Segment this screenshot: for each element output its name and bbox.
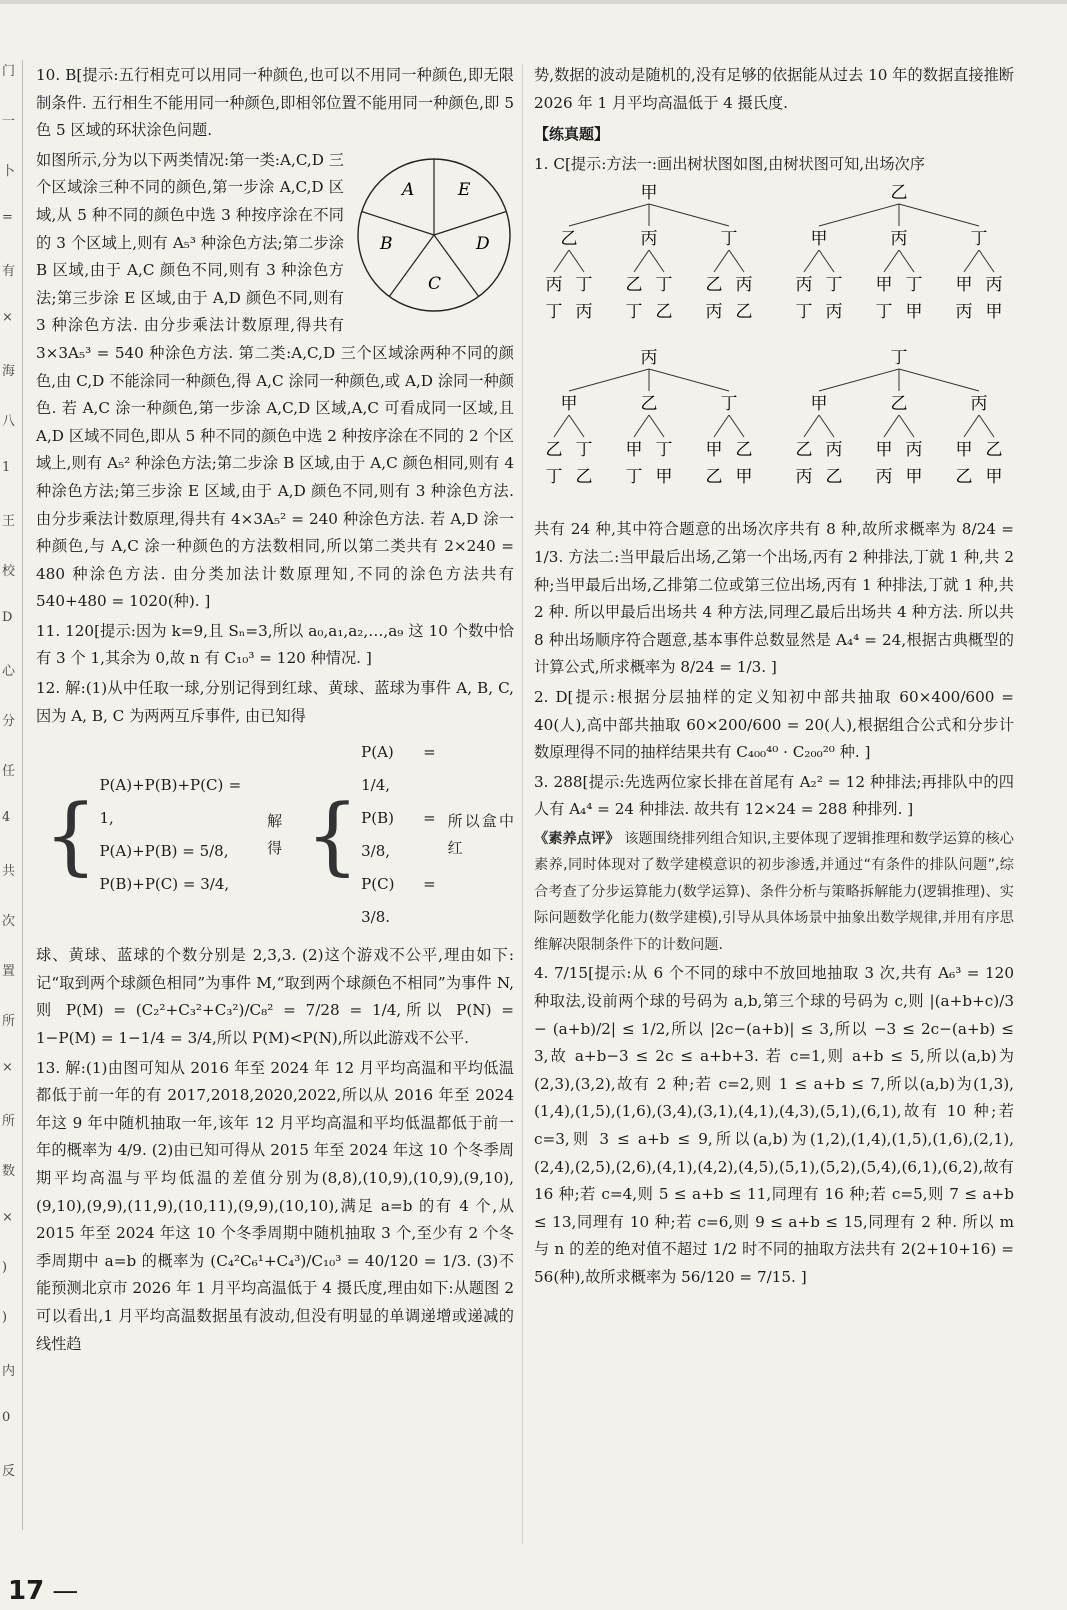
gutter-char: ) (2, 1260, 8, 1275)
left-column (36, 62, 514, 1360)
tree-level4: 乙 (655, 302, 673, 323)
tree-edge (649, 204, 729, 226)
tree-level4: 甲 (735, 467, 753, 488)
q10-intro: 10. B[提示:五行相克可以用同一种颜色,也可以不用同一种颜色,即无限制条件. 五行相生不能用同一种颜色,即相邻位置不能用同一种颜色,即 5 色 5 区域的环状涂色问题. (36, 66, 514, 140)
tree-level2: 丁 (970, 229, 988, 250)
left-gutter-cropped-text (0, 60, 23, 1530)
q1-solution: 共有 24 种,其中符合题意的出场次序共有 8 种,故所求概率为 8/24 = 1/3. 方法二:当甲最后出场,乙第一个出场,丙有 2 种排法,丁就 1 种,共 2 种;当甲最后出场,乙排第二位或第三位出场,丙有 1 种排法,丁就 1 种,共 2 种. 所以甲最后出场共 4 种方法,同理乙最后出场共 4 种方法. 所以共 8 种出场顺序符合题意,基本事件总数显然是 A₄⁴ = 24,根据古典概型的计算公式,所求概率为 8/24 = 1/3. ] (534, 520, 1014, 677)
tree-level4: 乙 (955, 467, 973, 488)
column-divider (522, 64, 523, 1544)
tree-root: 丁 (890, 348, 908, 369)
tree-level3: 丙 (905, 440, 923, 461)
q10-solution: 如图所示,分为以下两类情况:第一类:A,C,D 三个区域涂三种不同的颜色,第一步涂 A,C,D 区域,从 5 种不同的颜色中选 3 种按序涂在不同的 3 个区域上,则有 A₅³ 种涂色方法;第二步涂 B 区域,由于 A,C 颜色不同,则有 3 种涂色方法;第三步涂 E 区域,由于 A,D 颜色不同,则有 3 种涂色方法. 由分步乘法计数原理,得共有 3×3A₅³ = 540 种涂色方法. 第二类:A,C,D 三个区域涂两种不同的颜色,由 C,D 不能涂同一种颜色,得 A,C 涂同一种颜色,或 A,D 涂同一种颜色. 若 A,C 涂一种颜色,第一步涂 A,C,D 区域,A,C 可看成同一区域,且 A,D 区域不同色,即从 5 种不同的颜色中选 2 种按序涂在不同的 2 个区域上,则有 A₅² 种涂色方法;第二步涂 B 区域,由于 A,C 颜色相同,则有 4 种涂色方法;第三步涂 E 区域,由于 A,D 颜色不同,则有 3 种涂色方法. 由分步乘法计数原理,得共有 4×3A₅² = 240 种涂色方法. 若 A,D 涂一种颜色,与 A,C 涂一种颜色的方法数相同,所以第二类共有 2×240 = 480 种涂色方法. 由分类加法计数原理知,不同的涂色方法共有 540+480 = 1020(种). ] (36, 150, 514, 611)
tree-level2: 丁 (720, 394, 738, 415)
tree-level3: 丙 (985, 275, 1003, 296)
gutter-char: × (2, 1210, 13, 1225)
tree-level3: 丁 (575, 440, 593, 461)
gutter-char: D (2, 610, 13, 625)
tree-level3: 乙 (705, 275, 723, 296)
tree-level4: 丙 (705, 302, 723, 323)
tree-edge (819, 415, 834, 437)
tree-level2: 乙 (640, 394, 658, 415)
tree-level3: 丙 (545, 275, 563, 296)
tree-level2: 丙 (970, 394, 988, 415)
solve-word: 解得 (267, 811, 283, 858)
tree-level4: 乙 (825, 467, 843, 488)
gutter-char: 0 (2, 1410, 11, 1425)
tree-root: 甲 (640, 183, 658, 204)
q4-answer: 4. 7/15[提示:从 6 个不同的球中不放回地抽取 3 次,共有 A₆³ = 120 种取法,设前两个球的号码为 a,b,第三个球的号码为 c,则 |(a+b+c)/3 − (a+b)/2| ≤ 1/2,所以 |2c−(a+b)| ≤ 3,所以 −3 ≤ 2c−(a+b) ≤ 3,故 a+b−3 ≤ 2c ≤ a+b+3. 若 c=1,则 a+b ≤ 5,所以(a,b)为(2,3),(3,2),故有 2 种;若 c=2,则 1 ≤ a+b ≤ 7,所以(a,b)为(1,3),(1,4),(1,5),(1,6),(3,4),(3,1),(4,1),(4,3),(5,1),(6,1),故有 10 种;若 c=3,则 3 ≤ a+b ≤ 9,所以(a,b)为(1,2),(1,4),(1,5),(1,6),(2,1),(2,4),(2,5),(2,6),(4,1),(4,2),(4,5),(5,1),(5,2),(5,4),(6,1),(6,2),故有 16 种;若 c=4,则 5 ≤ a+b ≤ 11,同理有 16 种;若 c=5,则 7 ≤ a+b ≤ 13,同理有 10 种;若 c=6,则 9 ≤ a+b ≤ 15,同理有 2 种. 所以 m 与 n 的差的绝对值不超过 1/2 时不同的抽取方法共有 2(2+10+16) = 56(种),故所求概率为 56/120 = 7/15. ] (534, 964, 1014, 1286)
tree-level3: 乙 (735, 440, 753, 461)
tree-level2: 丙 (640, 229, 658, 250)
gutter-char: 有 (2, 264, 16, 279)
tree-level4: 丁 (875, 302, 893, 323)
tree-edge (649, 369, 729, 391)
tree-level4: 丁 (545, 467, 563, 488)
tree-level2: 甲 (810, 394, 828, 415)
eq-sol-3: P(C) = 3/8. (361, 875, 436, 927)
tree-level3: 丁 (825, 275, 843, 296)
gutter-char: = (2, 210, 13, 225)
gutter-char: 4 (2, 810, 11, 825)
tree-level4: 丙 (575, 302, 593, 323)
q3-answer: 3. 288[提示:先选两位家长排在首尾有 A₂² = 12 种排法;再排队中的四人有 A₄⁴ = 24 种排法. 故共有 12×24 = 288 种排列. ] (534, 772, 1014, 819)
tree-edge (569, 369, 649, 391)
wheel-label-a: A (402, 179, 415, 200)
tree-diagram (534, 180, 1014, 510)
tree-edge (819, 204, 899, 226)
gutter-char: 校 (2, 564, 16, 579)
system-solution (361, 736, 436, 934)
tree-edge (714, 415, 729, 437)
q1-intro: 1. C[提示:方法一:画出树状图如图,由树状图可知,出场次序 (534, 154, 925, 173)
tree-level3: 甲 (955, 440, 973, 461)
q12-equation-systems (44, 736, 514, 934)
q13-solution: 13. 解:(1)由图可知从 2016 年至 2024 年 12 月平均高温和平均低温都低于前一年的有 2017,2018,2020,2022,所以从 2016 年至 2024 年这 9 年中随机抽取一年,该年 12 月平均高温和平均低温都低于前一年的概率为 4/9. (2)由已知可得从 2015 年至 2024 年这 10 个冬季周期平均高温与平均低温的差值分别为(8,8),(10,9),(10,9),(9,10),(9,10),(9,9),(11,9),(10,11),(9,9),(10,10),满足 a=b 的有 4 个,从 2015 年至 2024 年这 10 个冬季周期中随机抽取 3 个,至少有 2 个冬季周期中 a=b 的概率为 (C₄²C₆¹+C₄³)/C₁₀³ = 40/120 = 1/3. (3)不能预测北京市 2026 年 1 月平均高温低于 4 摄氏度,理由如下:从题图 2 可以看出,1 月平均高温数据虽有波动,但没有明显的单调递增或递减的线性趋 (36, 1058, 514, 1353)
tree-level3: 丙 (795, 275, 813, 296)
right-column (534, 62, 1014, 1294)
tree-level4: 丙 (825, 302, 843, 323)
q12-tail-text: 所以盒中红 (447, 811, 514, 858)
wheel-label-b: B (380, 233, 393, 254)
eq-sol-1: P(A) = 1/4, (361, 743, 436, 795)
tree-edge (634, 250, 649, 272)
gutter-char: 海 (2, 364, 16, 379)
tree-edge (884, 415, 899, 437)
tree-edge (729, 415, 744, 437)
eq-sol-2: P(B) = 3/8, (361, 809, 436, 861)
tree-edge (884, 250, 899, 272)
gutter-char: 卜 (2, 164, 16, 179)
tree-level4: 丁 (625, 302, 643, 323)
wheel-label-e: E (458, 179, 471, 200)
tree-level3: 乙 (545, 440, 563, 461)
brace-right: { (305, 786, 360, 885)
tree-level2: 甲 (810, 229, 828, 250)
tree-level3: 甲 (625, 440, 643, 461)
gutter-char: 所 (2, 1114, 16, 1129)
gutter-char: × (2, 1060, 13, 1075)
tree-edge (964, 250, 979, 272)
tree-level4: 丙 (875, 467, 893, 488)
q12-part2: 球、黄球、蓝球的个数分别是 2,3,3. (2)这个游戏不公平,理由如下:记“取到两个球颜色相同”为事件 M,“取到两个球颜色不相同”为事件 N,则 P(M) = (C₂²+C₃²+C₃²)/C₈² = 7/28 = 1/4,所以 P(N) = 1−P(M) = 1−1/4 = 3/4,所以 P(M)<P(N),所以此游戏不公平. (36, 946, 514, 1048)
tree-level3: 乙 (625, 275, 643, 296)
gutter-char: 分 (2, 714, 16, 729)
tree-edge (899, 415, 914, 437)
pentagon-coloring-wheel (354, 155, 514, 315)
tree-level2: 乙 (560, 229, 578, 250)
tree-level2: 丙 (890, 229, 908, 250)
tree-level2: 甲 (560, 394, 578, 415)
gutter-char: 一 (2, 114, 16, 129)
tree-level4: 甲 (985, 302, 1003, 323)
system-given (99, 769, 241, 901)
tree-edge (964, 415, 979, 437)
section-heading: 【练真题】 (534, 125, 610, 144)
tree-edge (634, 415, 649, 437)
tree-edge (979, 250, 994, 272)
tree-edge (729, 250, 744, 272)
gutter-char: 次 (2, 914, 16, 929)
tree-edge (819, 250, 834, 272)
tree-level4: 丁 (795, 302, 813, 323)
tree-edge (569, 204, 649, 226)
tree-level3: 甲 (955, 275, 973, 296)
literacy-comment (534, 826, 1014, 959)
tree-edge (569, 415, 584, 437)
brace-left: { (44, 786, 98, 885)
wheel-label-d: D (476, 233, 490, 254)
gutter-char: 八 (2, 414, 16, 429)
tree-level4: 丁 (545, 302, 563, 323)
tree-level2: 丁 (720, 229, 738, 250)
page-number-value: 17 (8, 1576, 45, 1606)
gutter-char: ) (2, 1310, 8, 1325)
eq-given-2: P(A)+P(B) = 5/8, (99, 842, 229, 861)
tree-level4: 甲 (905, 467, 923, 488)
gutter-char: 置 (2, 964, 16, 979)
tree-edge (554, 250, 569, 272)
eq-given-3: P(B)+P(C) = 3/4, (99, 875, 230, 894)
tree-level4: 甲 (655, 467, 673, 488)
tree-level3: 甲 (705, 440, 723, 461)
gutter-char: 数 (2, 1164, 16, 1179)
tree-edge (569, 250, 584, 272)
gutter-char: × (2, 310, 13, 325)
comment-label: 《素养点评》 (534, 830, 620, 847)
tree-level4: 乙 (735, 302, 753, 323)
tree-level4: 丁 (625, 467, 643, 488)
tree-edge (899, 369, 979, 391)
tree-level3: 丁 (655, 440, 673, 461)
tree-level3: 甲 (875, 440, 893, 461)
tree-level4: 甲 (985, 467, 1003, 488)
q2-answer: 2. D[提示:根据分层抽样的定义知初中部共抽取 60×400/600 = 40(人),高中部共抽取 60×200/600 = 20(人),根据组合公式和分步计数原理得不同的抽样结果共有 C₄₀₀⁴⁰ · C₂₀₀²⁰ 种. ] (534, 687, 1014, 762)
gutter-char: 内 (2, 1364, 16, 1379)
tree-edge (819, 369, 899, 391)
gutter-char: 任 (2, 764, 16, 779)
q11-answer: 11. 120[提示:因为 k=9,且 Sₙ=3,所以 a₀,a₁,a₂,…,a₉ 这 10 个数中恰有 3 个 1,其余为 0,故 n 有 C₁₀³ = 120 种情况. ] (36, 621, 514, 668)
gutter-char: 1 (2, 460, 11, 475)
q12-part1: 12. 解:(1)从中任取一球,分别记得到红球、黄球、蓝球为事件 A, B, C, 因为 A, B, C 为两两互斥事件, 由已知得 (36, 679, 514, 725)
gutter-char: 王 (2, 514, 16, 529)
tree-edge (979, 415, 994, 437)
gutter-char: 反 (2, 1464, 16, 1479)
gutter-char: 门 (2, 64, 16, 79)
tree-edge (899, 204, 979, 226)
tree-level4: 甲 (905, 302, 923, 323)
eq-given-1: P(A)+P(B)+P(C) = 1, (99, 776, 242, 828)
tree-level3: 丁 (655, 275, 673, 296)
gutter-char: 所 (2, 1014, 16, 1029)
tree-level4: 丙 (955, 302, 973, 323)
tree-edge (649, 250, 664, 272)
tree-edge (899, 250, 914, 272)
tree-root: 乙 (890, 183, 908, 204)
tree-level3: 丙 (825, 440, 843, 461)
tree-level3: 乙 (985, 440, 1003, 461)
tree-level4: 乙 (705, 467, 723, 488)
gutter-char: 共 (2, 864, 16, 879)
tree-edge (554, 415, 569, 437)
tree-edge (649, 415, 664, 437)
tree-level3: 丙 (735, 275, 753, 296)
tree-edge (804, 250, 819, 272)
tree-root: 丙 (640, 348, 658, 369)
tree-edge (804, 415, 819, 437)
tree-level3: 丁 (575, 275, 593, 296)
top-rule (0, 0, 1067, 4)
tree-level3: 乙 (795, 440, 813, 461)
comment-text: 该题围绕排列组合知识,主要体现了逻辑推理和数学运算的核心素养,同时体现对了数学建模意识的初步渗透,并通过“有条件的排队问题”,综合考查了分步运算能力(数学运算)、条件分析与策略拆解能力(逻辑推理)、实际问题数学化能力(数学建模),引导从具体场景中抽象出数学规律,并用有序思维解决限制条件下的计数问题. (534, 830, 1014, 953)
wheel-label-c: C (428, 273, 442, 294)
tree-level3: 甲 (875, 275, 893, 296)
page-number (8, 1576, 78, 1606)
page-dash: — (52, 1576, 79, 1606)
gutter-char: 心 (2, 664, 16, 679)
tree-edge (714, 250, 729, 272)
tree-level4: 丙 (795, 467, 813, 488)
tree-level4: 乙 (575, 467, 593, 488)
tree-level2: 乙 (890, 394, 908, 415)
q13-continued: 势,数据的波动是随机的,没有足够的依据能从过去 10 年的数据直接推断 2026 年 1 月平均高温低于 4 摄氏度. (534, 66, 1014, 112)
tree-level3: 丁 (905, 275, 923, 296)
